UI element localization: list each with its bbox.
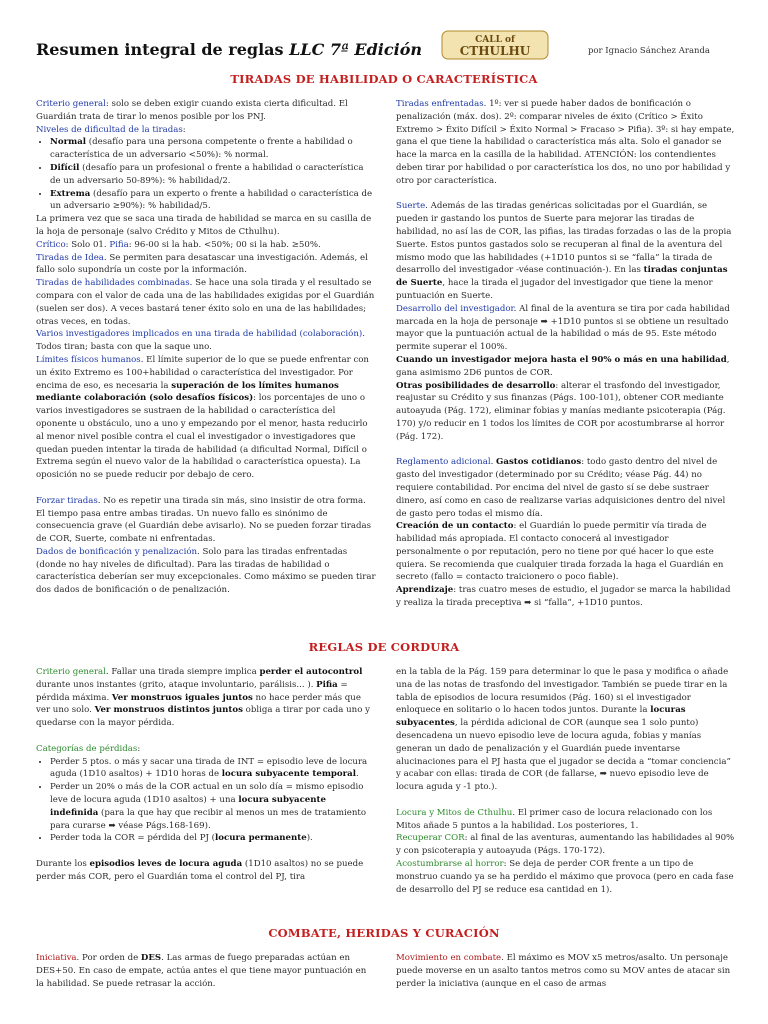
colaboracion (36, 328, 376, 354)
term: perder el autocontrol (259, 667, 363, 677)
label: Desarrollo del investigador (396, 303, 514, 314)
text: (desafío para un profesional o frente a habilidad o característica de un adversario 50-89%): % habilidad/2. (50, 162, 364, 186)
text: , hace la tirada el jugador del investigador que tiene la menor puntuación en Suerte. (396, 278, 713, 301)
spacer (396, 444, 736, 457)
label: Acostumbrarse al horror (396, 858, 504, 869)
spacer (36, 482, 376, 495)
reglamento-adicional (396, 456, 736, 520)
text: : Solo 01. (65, 239, 110, 250)
label: Pifia (109, 239, 129, 250)
text: durante unos instantes (grito, ataque involuntario, parálisis... ). (36, 679, 317, 690)
text: (1D10 asaltos) no se puede perder más COR, pero el Guardián toma el control del PJ, tira (36, 858, 364, 882)
label: Tiradas de habilidades combinadas (36, 278, 190, 289)
term: locuras subyacentes (396, 705, 686, 729)
term: Normal (50, 137, 87, 148)
text: : Se deja de perder COR frente a un tipo de monstruo cuando ya se ha perdido el máximo que provoca (pero en cada fase de desarrollo del PJ se reduce esa cantidad en 1). (396, 858, 734, 895)
title-main: Resumen integral de reglas (36, 40, 284, 59)
criterio-general (36, 98, 376, 124)
forzar-tiradas (36, 495, 376, 546)
aprendizaje (396, 584, 736, 610)
text: . Además de las tiradas genéricas solicitadas por el Guardián, se pueden ir gastando los puntos de Suerte para mejorar las tiradas de habilidad, no así las de COR, las pifias, las tiradas forzadas o las de la propia Suerte. Estos puntos gastados solo se recuperan al final de la aventura del mismo modo que las habilidades (+1D10 puntos si se “falla” la tirada de desarrollo del investigador -véase continuación-). En las (396, 201, 732, 276)
term: episodios leves de locura aguda (89, 858, 243, 869)
movimiento-combate (396, 952, 736, 990)
term: Difícil (50, 162, 80, 173)
text: . Se permiten para desatascar una investigación. Además, el fallo solo supondría un coste por la información. (36, 252, 368, 276)
term: superación de los límites humanos mediante colaboración (solo desafíos físicos) (36, 380, 339, 404)
text: Durante los (36, 858, 90, 869)
text: = pérdida máxima. (36, 679, 348, 703)
label: Dados de bonificación y penalización (36, 546, 198, 557)
text: : tras cuatro meses de estudio, el jugador se marca la habilidad y realiza la tirada preceptiva ➡ si “falla”, +1D10 puntos. (396, 585, 731, 609)
text: no hace perder más que ver uno solo. (36, 692, 361, 716)
label: Categorías de pérdidas (36, 743, 138, 754)
text: Perder toda la COR = pérdida del PJ ( (50, 833, 216, 844)
tiradas-enfrentadas (396, 98, 736, 188)
limites-fisicos (36, 354, 376, 482)
term: Gastos cotidianos (496, 457, 582, 468)
locura-mitos (396, 807, 736, 833)
text: . (356, 769, 359, 780)
label: Niveles de dificultad de la tiradas (36, 124, 183, 135)
text: . Por orden de (76, 953, 141, 963)
text: . Solo para las tiradas enfrentadas (donde no hay niveles de dificultad). Para las tiradas de habilidad o característica deberían ser muy excepcionales. Como máximo se pueden tirar dos dados de bonificación o de penalización. (36, 546, 376, 596)
tiradas-idea (36, 252, 376, 278)
cordura-left-column (36, 666, 376, 906)
text: : todo gasto dentro del nivel de gasto del investigador (determinado por su Crédito; véase Pág. 44) no requiere contabilidad. Por encima del nivel de gasto sí se debe sustraer dinero, así como en caso de realizarse varias adquisiciones dentro del nivel de gasto pero todas el mismo día. (396, 457, 726, 519)
critico-pifia (36, 239, 376, 252)
text: : alterar el trasfondo del investigador, reajustar su Crédito y sus finanzas (Págs. 100-101), obtener COR mediante autoayuda (Pág. 172), eliminar fobias y manías mediante psicoterapia (Pág. 170) y/o reducir en 1 todos los límites de COR por acostumbrarse al horror (Pág. 172). (396, 380, 726, 442)
call-of-cthulhu-logo (440, 28, 550, 62)
author: por Ignacio Sánchez Aranda (587, 46, 710, 56)
text: : (182, 124, 186, 135)
spacer (36, 845, 376, 858)
term: Creación de un contacto (396, 521, 514, 532)
iniciativa (36, 952, 376, 990)
text: . El primer caso de locura relacionado con los Mitos añade 5 puntos a la habilidad. Los posteriores, 1. (396, 807, 713, 831)
label: Tiradas enfrentadas (396, 99, 484, 109)
text: : (137, 743, 141, 754)
text: . Se hace una sola tirada y el resultado se compara con el valor de cada una de las habilidades exigidas por el Guardián (suelen ser dos). A veces bastará tener éxito solo en una de las habilidades; otras veces, en todas. (36, 278, 375, 327)
text: . Las armas de fuego preparadas actúan en DES+50. En caso de empate, actúa antes el que tiene mayor puntuación en la habilidad. Se puede retrasar la acción. (36, 953, 367, 989)
label: Crítico (36, 239, 66, 250)
section-title-cordura: REGLAS DE CORDURA (308, 640, 460, 654)
cordura-criterio (36, 666, 376, 730)
text: , la pérdida adicional de COR (aunque sea 1 solo punto) desencadena un nuevo episodio leve de locura aguda, fobias y manías generan un dado de penalización y el Guardián puede inventarse alucinaciones para el PJ hasta que el jugador se decida a “tomar conciencia” y acabar con ellas: tirada de COR (de fallarse, ➡ nuevo episodio leve de locura aguda y -1 pto.). (396, 718, 731, 793)
logo-text-bottom: CTHULHU (459, 44, 531, 58)
text: (desafío para un experto o frente a habilidad o característica de un adversario ≥90%): % habilidad/5. (50, 188, 373, 212)
text: . (490, 457, 497, 468)
creacion-contacto (396, 520, 736, 584)
term: Ver monstruos distintos juntos (94, 705, 243, 716)
text: : solo se deben exigir cuando exista cierta dificultad. El Guardián trata de tirar lo menos posible por los PNJ. (36, 99, 348, 122)
list-item (50, 781, 376, 832)
term: locura subyacente temporal (221, 769, 357, 780)
recuperar-cor (396, 832, 736, 858)
term: locura subyacente indefinida (50, 794, 326, 818)
label: Reglamento adicional (396, 457, 491, 468)
document-title (36, 40, 422, 59)
cordura-right-column (396, 666, 736, 906)
term: Otras posibilidades de desarrollo (396, 380, 556, 391)
text: : el Guardián lo puede permitir vía tirada de habilidad más apropiada. El contacto conocerá al investigador personalmente o por reputación, pero no tiene por qué hacer lo que este quiera. Se recomienda que cualquier tirada forzada la haga el Guardián en secreto (fallo = contacto traicionero o poco fiable). (396, 521, 724, 583)
combate-left-column (36, 952, 376, 1018)
term: tiradas conjuntas de Suerte (396, 265, 728, 289)
spacer (396, 794, 736, 807)
marca-paragraph: La primera vez que se saca una tirada de habilidad se marca en su casilla de la hoja de personaje (salvo Crédito y Mitos de Cthulhu). (36, 214, 372, 237)
list-item (50, 832, 376, 845)
list-item (50, 188, 376, 214)
spacer (396, 188, 736, 201)
dados-bonificacion (36, 546, 376, 597)
text: : 96-00 si la hab. <50%; 00 si la hab. ≥50%. (128, 239, 321, 250)
desarrollo-investigador (396, 303, 736, 354)
combate-right-column (396, 952, 736, 1018)
niveles-list (36, 136, 376, 213)
title-edition: LLC 7ª Edición (289, 40, 422, 59)
mejora-90 (396, 354, 736, 380)
label: Forzar tiradas (36, 495, 98, 506)
otras-posibilidades (396, 380, 736, 444)
label: Tiradas de Idea (36, 252, 104, 263)
list-item (50, 136, 376, 162)
term: DES (140, 953, 162, 963)
text: . Todos tiran; basta con que la saque uno. (36, 329, 365, 353)
text: (para la que hay que recibir al menos un mes de tratamiento para curarse ➡ véase Págs.168-169). (50, 807, 366, 831)
section-title-combate: COMBATE, HERIDAS Y CURACIÓN (268, 926, 500, 940)
text: . Fallar una tirada siempre implica (105, 667, 260, 677)
cordura-continuacion (396, 666, 736, 794)
text: (desafío para una persona competente o frente a habilidad o característica de un adversario <50%): % normal. (50, 137, 353, 161)
header (36, 36, 736, 66)
niveles-dificultad (36, 124, 376, 137)
episodios-leves (36, 858, 376, 884)
label: Iniciativa (36, 953, 77, 963)
text: : los porcentajes de uno o varios investigadores se sustraen de la habilidad o característica del oponente u obstáculo, uno a uno y empezando por el menor, hasta reducirlo al menor nivel posible contra el cual el investigador o investigadores que quedan pueden intentar la tirada de habilidad (a dificultad Normal, Difícil o Extrema según el nuevo valor de la habilidad o característica opuesta). La oposición no se puede reducir por debajo de cero. (36, 393, 368, 481)
label: Criterio general (36, 667, 106, 677)
text: . Al final de la aventura se tira por cada habilidad marcada en la hoja de personaje ➡ +1D10 puntos si se obtiene un resultado mayor que la puntuación actual de la habilidad o más de 95. Este método permite superar el 100%. (396, 303, 730, 353)
text: obliga a tirar por cada uno y quedarse con la mayor pérdida. (36, 705, 370, 729)
label: Límites físicos humanos (36, 354, 141, 365)
text: Perder un 20% o más de la COR actual en un solo día = mismo episodio leve de locura aguda (1D10 asaltos) + una (50, 782, 364, 805)
label: Criterio general (36, 99, 106, 109)
section-title-habilidad: TIRADAS DE HABILIDAD O CARACTERÍSTICA (230, 72, 538, 86)
categorias-perdidas (36, 743, 376, 756)
habilidad-right-column (396, 98, 736, 612)
text: Perder 5 ptos. o más y sacar una tirada de INT = episodio leve de locura aguda (1D10 asaltos) + 1D10 horas de (50, 756, 368, 780)
term: Pifia (316, 679, 338, 690)
text: : al final de las aventuras, aumentando las habilidades al 90% y con psicoterapia y autoayuda (Págs. 170-172). (396, 833, 735, 857)
text: en la tabla de la Pág. 159 para determinar lo que le pasa y modifica o añade una de las notas de trasfondo del investigador. También se puede tirar en la tabla de episodios de locura resumidos (Pág. 160) si el investigador enloquece en solitario o lo hacen todos juntos. Durante la (396, 667, 729, 716)
label: Movimiento en combate (396, 953, 502, 963)
habilidad-left-column (36, 98, 376, 612)
text: . El máximo es MOV x5 metros/asalto. Un personaje puede moverse en un asalto tantos metros como su MOV antes de atacar sin perder la iniciativa (aunque en el caso de armas (396, 953, 731, 989)
term: Aprendizaje (396, 585, 454, 596)
text: , gana asimismo 2D6 puntos de COR. (396, 354, 730, 378)
text: ). (306, 833, 313, 844)
text: . No es repetir una tirada sin más, sino insistir de otra forma. El tiempo pasa entre ambas tiradas. Un nuevo fallo es sinónimo de consecuencia grave (el Guardián debe avisarlo). No se pueden forzar tiradas de COR, Suerte, combate ni enfrentadas. (36, 495, 372, 545)
list-item (50, 756, 376, 782)
label: Varios investigadores implicados en una tirada de habilidad (colaboración) (36, 329, 363, 340)
label: Recuperar COR (396, 833, 465, 844)
label: Locura y Mitos de Cthulhu (396, 807, 513, 818)
acostumbrarse-horror (396, 858, 736, 896)
habilidades-combinadas (36, 277, 376, 328)
label: Suerte (396, 201, 426, 212)
logo-text-top: CALL of (475, 35, 515, 45)
list-item (50, 162, 376, 188)
term: Cuando un investigador mejora hasta el 90% o más en una habilidad (396, 354, 727, 365)
spacer (36, 730, 376, 743)
suerte (396, 200, 736, 302)
term: Ver monstruos iguales juntos (111, 692, 253, 703)
term: Extrema (50, 188, 91, 199)
text: . El límite superior de lo que se puede enfrentar con un éxito Extremo es 100+habilidad o característica del investigador. Por encima de eso, es necesaria la (36, 354, 369, 391)
categorias-list (36, 756, 376, 846)
term: locura permanente (215, 833, 307, 844)
text: . 1º: ver si puede haber dados de bonificación o penalización (máx. dos). 2º: comparar niveles de éxito (Crítico > Éxito Extremo > Éxito Difícil > Éxito Normal > Fracaso > Pifia). 3º: si hay empate, gana el que tiene la habilidad o característica más alta. Solo el ganador se hace la marca en la casilla de la habilidad. ATENCIÓN: los contendientes deben tirar por habilidad o por característica los dos, no uno por habilidad y otro por característica. (396, 99, 735, 186)
